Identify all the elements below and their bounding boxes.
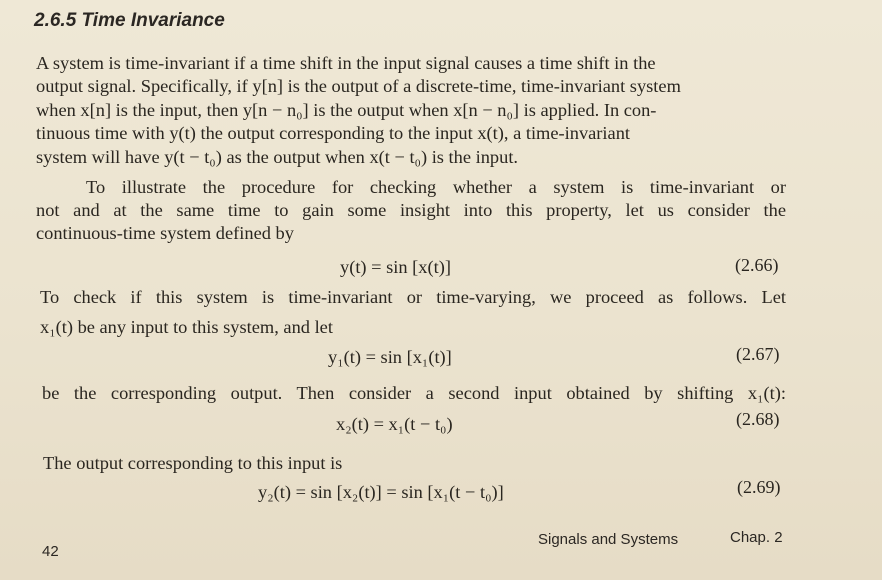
equation-2-69: y₂(t) = sin [x₂(t)] = sin [x₁(t − t₀)]	[258, 482, 504, 502]
section-heading: 2.6.5 Time Invariance	[34, 10, 225, 31]
text-line: not and at the same time to gain some insight into this property, let us consider the	[36, 200, 786, 220]
text-line: To illustrate the procedure for checking whether a system is time-invariant or	[86, 177, 786, 197]
text-line: system will have y(t − t₀) as the output when x(t − t₀) is the input.	[36, 147, 519, 167]
text-line: To check if this system is time-invariant or time-varying, we proceed as follows. Let	[40, 287, 786, 307]
equation-number: (2.67)	[736, 344, 780, 364]
equation-2-67: y₁(t) = sin [x₁(t)]	[328, 347, 452, 367]
equation-2-68: x₂(t) = x₁(t − t₀)	[336, 414, 453, 434]
text-line: when x[n] is the input, then y[n − n₀] is the output when x[n − n₀] is applied. In con-	[36, 100, 657, 120]
equation-number: (2.69)	[737, 477, 781, 497]
equation-number: (2.68)	[736, 409, 780, 429]
book-title: Signals and Systems	[538, 531, 679, 548]
text-line: x₁(t) be any input to this system, and let	[40, 317, 333, 337]
text-line: continuous-time system defined by	[36, 223, 294, 243]
text-line: be the corresponding output. Then consider a second input obtained by shifting x₁(t):	[42, 383, 786, 403]
text-line: tinuous time with y(t) the output corresponding to the input x(t), a time-invariant	[36, 123, 631, 143]
equation-2-66: y(t) = sin [x(t)]	[340, 257, 451, 277]
text-line: output signal. Specifically, if y[n] is the output of a discrete-time, time-invariant system	[36, 76, 681, 96]
equation-number: (2.66)	[735, 255, 779, 275]
page-number: 42	[42, 543, 59, 560]
chapter-label: Chap. 2	[730, 529, 783, 546]
text-line: A system is time-invariant if a time shift in the input signal causes a time shift in the	[36, 53, 656, 73]
text-line: The output corresponding to this input is	[43, 453, 343, 473]
